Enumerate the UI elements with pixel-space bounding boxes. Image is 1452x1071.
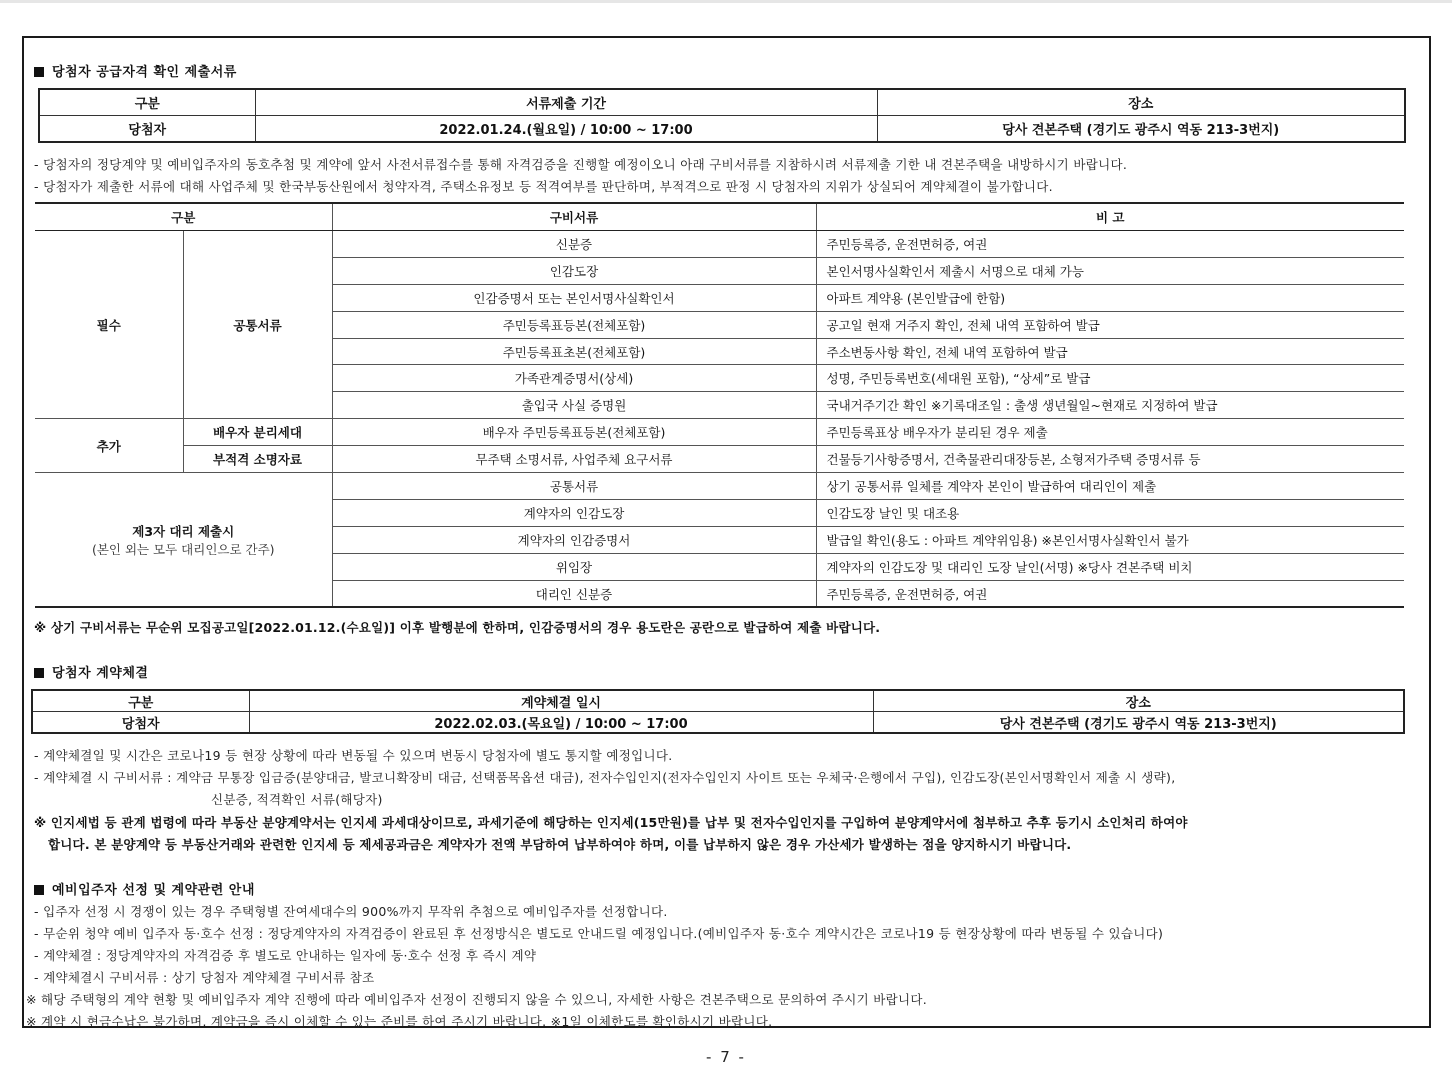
note-line: - 계약체결일 및 시간은 코로나19 등 현장 상황에 따라 변동될 수 있으며 변동시 당첨자에 별도 통지할 예정입니다. xyxy=(34,748,673,763)
group-additional: 추가 xyxy=(35,419,183,473)
doc-remark: 인감도장 날인 및 대조용 xyxy=(816,499,1404,526)
doc-remark: 건물등기사항증명서, 건축물관리대장등본, 소형저가주택 증명서류 등 xyxy=(816,446,1404,473)
cell-place: 당사 견본주택 (경기도 광주시 역동 213-3번지) xyxy=(877,116,1405,143)
doc-remark: 주민등록증, 운전면허증, 여권 xyxy=(816,231,1404,258)
note-line: - 계약체결 시 구비서류 : 계약금 무통장 입금증(분양대금, 발코니확장비 대금, 선택품목옵션 대금), 전자수입인지(전자수입인지 사이트 또는 우체국·은행에서 구입), 인감도장(본인서명확인서 제출 시 생략), xyxy=(34,770,1176,785)
doc-name: 위임장 xyxy=(332,553,816,580)
note-line: - 당첨자의 정당계약 및 예비입주자의 동호추첨 및 계약에 앞서 사전서류접수를 통해 자격검증을 진행할 예정이오니 아래 구비서류를 지참하시려 서류제출 기한 내 견본주택을 내방하시기 바랍니다. xyxy=(34,157,1128,172)
contract-schedule-table xyxy=(31,689,1405,734)
doc-remark: 성명, 주민등록번호(세대원 포함), “상세”로 발급 xyxy=(816,365,1404,392)
doc-name: 무주택 소명서류, 사업주체 요구서류 xyxy=(332,446,816,473)
qualification-schedule-table xyxy=(38,88,1406,143)
section-heading-qualification: 당첨자 공급자격 확인 제출서류 xyxy=(34,61,237,80)
doc-remark: 본인서명사실확인서 제출시 서명으로 대체 가능 xyxy=(816,257,1404,284)
doc-name: 인감도장 xyxy=(332,257,816,284)
doc-remark: 국내거주기간 확인 ※기록대조일 : 출생 생년월일~현재로 지정하여 발급 xyxy=(816,392,1404,419)
note-line: - 당첨자가 제출한 서류에 대해 사업주체 및 한국부동산원에서 청약자격, 주택소유정보 등 적격여부를 판단하며, 부적격으로 판정 시 당첨자의 지위가 상실되어 계약체결이 불가합니다. xyxy=(34,179,1053,194)
note-line: - 무순위 청약 예비 입주자 동·호수 선정 : 정당계약자의 자격검증이 완료된 후 선정방식은 별도로 안내드릴 예정입니다.(예비입주자 동·호수 계약시간은 코로나19 등 현장상황에 따라 변동될 수 있습니다) xyxy=(34,926,1164,941)
group-required: 필수 xyxy=(35,231,183,419)
note-line: - 입주자 선정 시 경쟁이 있는 경우 주택형별 잔여세대수의 900%까지 무작위 추첨으로 예비입주자를 선정합니다. xyxy=(34,904,668,919)
doc-remark: 주민등록증, 운전면허증, 여권 xyxy=(816,580,1404,607)
doc-remark: 공고일 현재 거주지 확인, 전체 내역 포함하여 발급 xyxy=(816,311,1404,338)
square-bullet-icon xyxy=(34,67,44,77)
doc-name: 주민등록표등본(전체포함) xyxy=(332,311,816,338)
note-line: 신분증, 적격확인 서류(해당자) xyxy=(211,792,383,807)
doc-name: 대리인 신분증 xyxy=(332,580,816,607)
doc-remark: 주민등록표상 배우자가 분리된 경우 제출 xyxy=(816,419,1404,446)
doc-remark: 발급일 확인(용도 : 아파트 계약위임용) ※본인서명사실확인서 불가 xyxy=(816,526,1404,553)
doc-remark: 계약자의 인감도장 및 대리인 도장 날인(서명) ※당사 견본주택 비치 xyxy=(816,553,1404,580)
proxy-sub-label: (본인 외는 모두 대리인으로 간주) xyxy=(91,541,275,557)
table-row xyxy=(35,473,1404,500)
table-row xyxy=(35,231,1404,258)
note-line: ※ 해당 주택형의 계약 현황 및 예비입주자 계약 진행에 따라 예비입주자 선정이 진행되지 않을 수 있으니, 자세한 사항은 견본주택으로 문의하여 주시기 바랍니다. xyxy=(26,992,928,1007)
section-heading-reserve: 예비입주자 선정 및 계약관련 안내 xyxy=(34,879,255,898)
note-line: - 계약체결시 구비서류 : 상기 당첨자 계약체결 구비서류 참조 xyxy=(34,970,375,985)
header-remarks: 비 고 xyxy=(816,203,1404,231)
required-documents-table xyxy=(35,202,1404,608)
header-category: 구분 xyxy=(35,203,332,231)
doc-name: 인감증명서 또는 본인서명사실확인서 xyxy=(332,284,816,311)
header-period: 서류제출 기간 xyxy=(255,89,877,116)
table-row xyxy=(39,116,1405,143)
doc-name: 공통서류 xyxy=(332,473,816,500)
cell-datetime: 2022.02.03.(목요일) / 10:00 ~ 17:00 xyxy=(249,712,873,734)
top-edge-line xyxy=(0,0,1452,3)
doc-remark: 상기 공통서류 일체를 계약자 본인이 발급하여 대리인이 제출 xyxy=(816,473,1404,500)
section-heading-contract: 당첨자 계약체결 xyxy=(34,662,148,681)
header-place: 장소 xyxy=(873,690,1404,712)
square-bullet-icon xyxy=(34,668,44,678)
doc-name: 주민등록표초본(전체포함) xyxy=(332,338,816,365)
note-line: ※ 계약 시 현금수납은 불가하며, 계약금을 즉시 이체할 수 있는 준비를 하여 주시기 바랍니다. ※1일 이체한도를 확인하시기 바랍니다. xyxy=(26,1014,773,1029)
doc-remark: 아파트 계약용 (본인발급에 한함) xyxy=(816,284,1404,311)
doc-name: 계약자의 인감증명서 xyxy=(332,526,816,553)
proxy-label: 제3자 대리 제출시 xyxy=(132,523,235,539)
doc-name: 계약자의 인감도장 xyxy=(332,499,816,526)
table-header-row xyxy=(32,690,1404,712)
cell-winner: 당첨자 xyxy=(32,712,249,734)
documents-footnote: ※ 상기 구비서류는 무순위 모집공고일[2022.01.12.(수요일)] 이후 발행분에 한하며, 인감증명서의 경우 용도란은 공란으로 발급하여 제출 바랍니다. xyxy=(34,620,881,635)
square-bullet-icon xyxy=(34,885,44,895)
stamp-tax-warning: ※ 인지세법 등 관계 법령에 따라 부동산 분양계약서는 인지세 과세대상이므로, 과세기준에 해당하는 인지세(15만원)를 납부 및 전자수입인지를 구입하여 분양계약서에 첨부하고 추후 등기시 소인처리 하여야 xyxy=(34,815,1188,830)
doc-name: 가족관계증명서(상세) xyxy=(332,365,816,392)
table-row xyxy=(35,446,1404,473)
header-category: 구분 xyxy=(32,690,249,712)
sub-group-spouse: 배우자 분리세대 xyxy=(183,419,332,446)
cell-winner: 당첨자 xyxy=(39,116,255,143)
cell-period: 2022.01.24.(월요일) / 10:00 ~ 17:00 xyxy=(255,116,877,143)
cell-place: 당사 견본주택 (경기도 광주시 역동 213-3번지) xyxy=(873,712,1404,734)
group-proxy xyxy=(35,473,332,608)
doc-name: 배우자 주민등록표등본(전체포함) xyxy=(332,419,816,446)
table-row xyxy=(32,712,1404,734)
sub-group-ineligible: 부적격 소명자료 xyxy=(183,446,332,473)
doc-name: 출입국 사실 증명원 xyxy=(332,392,816,419)
table-header-row xyxy=(35,203,1404,231)
header-documents: 구비서류 xyxy=(332,203,816,231)
group-common-docs: 공통서류 xyxy=(183,231,332,419)
doc-remark: 주소변동사항 확인, 전체 내역 포함하여 발급 xyxy=(816,338,1404,365)
stamp-tax-warning: 합니다. 본 분양계약 등 부동산거래와 관련한 인지세 등 제세공과금은 계약자가 전액 부담하여 납부하여야 하며, 이를 납부하지 않은 경우 가산세가 발생하는 점을 양지하시기 바랍니다. xyxy=(48,837,1072,852)
doc-name: 신분증 xyxy=(332,231,816,258)
note-line: - 계약체결 : 정당계약자의 자격검증 후 별도로 안내하는 일자에 동·호수 선정 후 즉시 계약 xyxy=(34,948,537,963)
table-header-row xyxy=(39,89,1405,116)
header-place: 장소 xyxy=(877,89,1405,116)
header-datetime: 계약체결 일시 xyxy=(249,690,873,712)
header-category: 구분 xyxy=(39,89,255,116)
table-row xyxy=(35,419,1404,446)
page-number: - 7 - xyxy=(706,1048,746,1066)
